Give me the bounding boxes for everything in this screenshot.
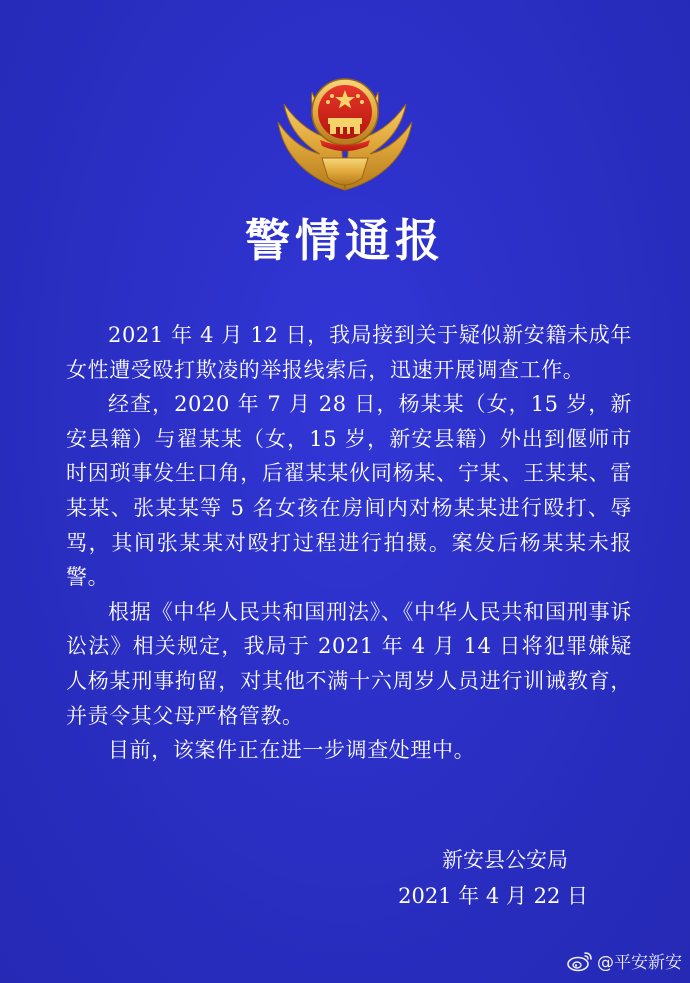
page-title: 警情通报 — [244, 214, 445, 267]
weibo-watermark — [566, 948, 682, 973]
paragraph-report: 2021 年 4 月 12 日，我局接到关于疑似新安籍未成年女性遭受殴打欺凌的举报线索后，迅速开展调查工作。 — [66, 323, 632, 382]
signature-block — [398, 842, 588, 914]
paragraph-status: 目前，该案件正在进一步调查处理中。 — [108, 738, 476, 763]
police-emblem-icon — [270, 62, 420, 197]
paragraph-findings: 经查，2020 年 7 月 28 日，杨某某（女，15 岁，新安县籍）与翟某某（女，15 岁，新安县籍）外出到偃师市时因琐事发生口角，后翟某某伙同杨某、宁某、王某某、雷某某、张某某等 5 名女孩在房间内对杨某某进行殴打、辱骂，其间张某某对殴打过程进行拍摄。案发后杨某某未报警。 — [66, 392, 632, 590]
issue-date: 2021 年 4 月 22 日 — [398, 884, 588, 908]
watermark-text: @平安新安 — [597, 953, 682, 973]
weibo-icon — [566, 950, 594, 972]
paragraph-legal-action: 根据《中华人民共和国刑法》、《中华人民共和国刑事诉讼法》相关规定，我局于 2021 年 4 月 14 日将犯罪嫌疑人杨某刑事拘留，对其他不满十六周岁人员进行训诫教育，并责令其父母严格管教。 — [66, 599, 632, 728]
issuing-organization: 新安县公安局 — [442, 848, 569, 872]
notice-body — [66, 318, 632, 768]
